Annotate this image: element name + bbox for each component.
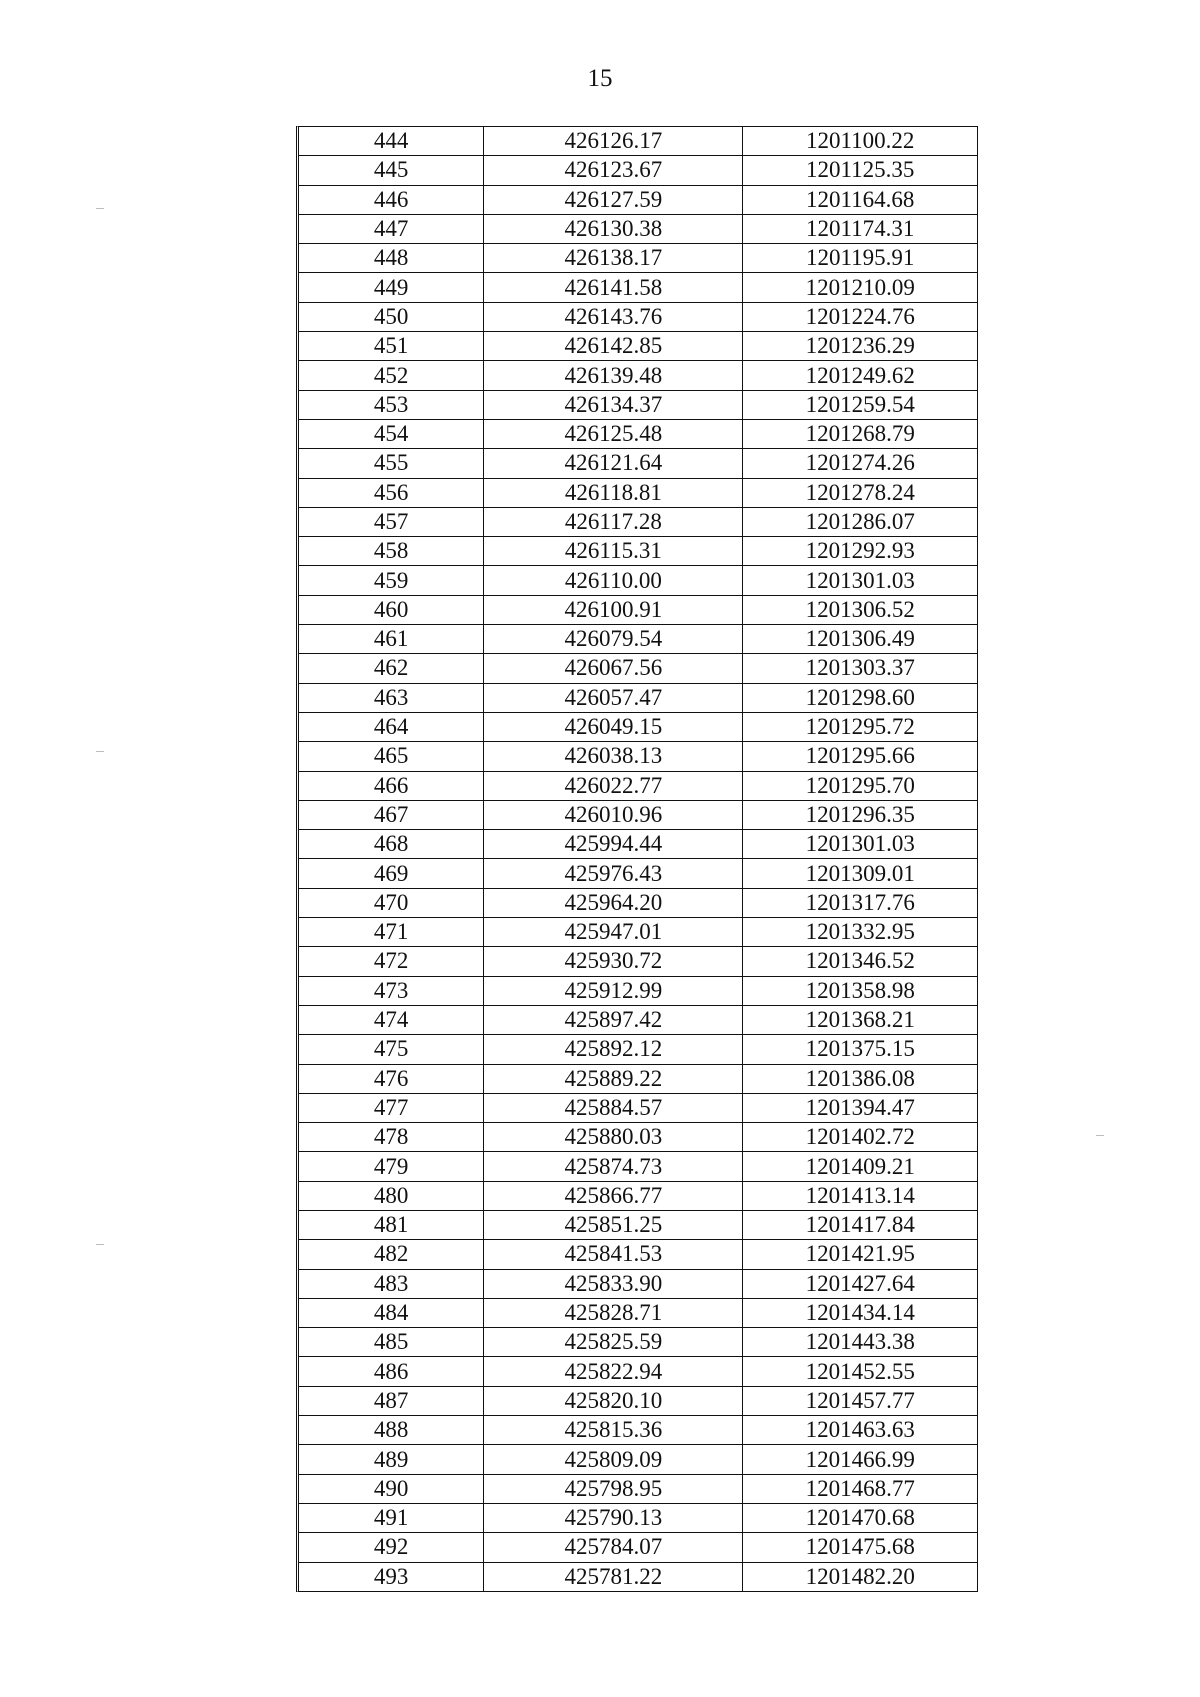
coordinate-table [296,126,978,1592]
scan-mark [96,1244,104,1245]
x-coordinate-cell: 425781.22 [484,1562,743,1591]
point-number-cell: 465 [299,742,484,771]
table-row [299,156,977,185]
y-coordinate-cell: 1201274.26 [743,449,977,478]
x-coordinate-cell: 425833.90 [484,1269,743,1298]
point-number-cell: 451 [299,332,484,361]
table-row [299,390,977,419]
x-coordinate-cell: 426057.47 [484,683,743,712]
table-row [299,1328,977,1357]
table-row [299,830,977,859]
y-coordinate-cell: 1201386.08 [743,1064,977,1093]
x-coordinate-cell: 425809.09 [484,1445,743,1474]
point-number-cell: 455 [299,449,484,478]
point-number-cell: 463 [299,683,484,712]
x-coordinate-cell: 426049.15 [484,712,743,741]
y-coordinate-cell: 1201332.95 [743,918,977,947]
y-coordinate-cell: 1201298.60 [743,683,977,712]
point-number-cell: 470 [299,888,484,917]
x-coordinate-cell: 426127.59 [484,185,743,214]
x-coordinate-cell: 426142.85 [484,332,743,361]
x-coordinate-cell: 426125.48 [484,419,743,448]
x-coordinate-cell: 425820.10 [484,1386,743,1415]
point-number-cell: 473 [299,976,484,1005]
x-coordinate-cell: 425930.72 [484,947,743,976]
coordinate-table-body [299,127,977,1591]
point-number-cell: 475 [299,1035,484,1064]
x-coordinate-cell: 426130.38 [484,214,743,243]
x-coordinate-cell: 425912.99 [484,976,743,1005]
x-coordinate-cell: 425880.03 [484,1123,743,1152]
table-row [299,449,977,478]
point-number-cell: 456 [299,478,484,507]
y-coordinate-cell: 1201427.64 [743,1269,977,1298]
y-coordinate-cell: 1201368.21 [743,1005,977,1034]
y-coordinate-cell: 1201268.79 [743,419,977,448]
table-row [299,185,977,214]
table-row [299,918,977,947]
table-row [299,654,977,683]
point-number-cell: 453 [299,390,484,419]
point-number-cell: 466 [299,771,484,800]
y-coordinate-cell: 1201402.72 [743,1123,977,1152]
x-coordinate-cell: 425964.20 [484,888,743,917]
x-coordinate-cell: 425790.13 [484,1503,743,1532]
y-coordinate-cell: 1201164.68 [743,185,977,214]
table-row [299,507,977,536]
y-coordinate-cell: 1201434.14 [743,1298,977,1327]
scan-mark [96,208,104,209]
table-row [299,566,977,595]
table-row [299,1298,977,1327]
point-number-cell: 486 [299,1357,484,1386]
point-number-cell: 449 [299,273,484,302]
point-number-cell: 468 [299,830,484,859]
y-coordinate-cell: 1201482.20 [743,1562,977,1591]
y-coordinate-cell: 1201295.72 [743,712,977,741]
point-number-cell: 478 [299,1123,484,1152]
point-number-cell: 483 [299,1269,484,1298]
table-row [299,302,977,331]
y-coordinate-cell: 1201309.01 [743,859,977,888]
x-coordinate-cell: 425947.01 [484,918,743,947]
table-row [299,537,977,566]
y-coordinate-cell: 1201317.76 [743,888,977,917]
point-number-cell: 464 [299,712,484,741]
point-number-cell: 459 [299,566,484,595]
y-coordinate-cell: 1201100.22 [743,127,977,156]
point-number-cell: 491 [299,1503,484,1532]
point-number-cell: 467 [299,800,484,829]
point-number-cell: 476 [299,1064,484,1093]
y-coordinate-cell: 1201358.98 [743,976,977,1005]
y-coordinate-cell: 1201468.77 [743,1474,977,1503]
point-number-cell: 472 [299,947,484,976]
y-coordinate-cell: 1201417.84 [743,1210,977,1239]
point-number-cell: 469 [299,859,484,888]
x-coordinate-cell: 426038.13 [484,742,743,771]
point-number-cell: 477 [299,1093,484,1122]
table-row [299,742,977,771]
table-row [299,1357,977,1386]
x-coordinate-cell: 426022.77 [484,771,743,800]
table-row [299,214,977,243]
y-coordinate-cell: 1201443.38 [743,1328,977,1357]
x-coordinate-cell: 425874.73 [484,1152,743,1181]
y-coordinate-cell: 1201346.52 [743,947,977,976]
y-coordinate-cell: 1201292.93 [743,537,977,566]
table-row [299,478,977,507]
point-number-cell: 447 [299,214,484,243]
y-coordinate-cell: 1201236.29 [743,332,977,361]
point-number-cell: 446 [299,185,484,214]
x-coordinate-cell: 426117.28 [484,507,743,536]
table-row [299,1474,977,1503]
x-coordinate-cell: 425784.07 [484,1533,743,1562]
y-coordinate-cell: 1201296.35 [743,800,977,829]
point-number-cell: 460 [299,595,484,624]
point-number-cell: 487 [299,1386,484,1415]
y-coordinate-cell: 1201278.24 [743,478,977,507]
x-coordinate-cell: 425884.57 [484,1093,743,1122]
point-number-cell: 481 [299,1210,484,1239]
table-row [299,1181,977,1210]
table-row [299,1005,977,1034]
y-coordinate-cell: 1201259.54 [743,390,977,419]
table-row [299,127,977,156]
x-coordinate-cell: 426143.76 [484,302,743,331]
table-row [299,1093,977,1122]
x-coordinate-cell: 426067.56 [484,654,743,683]
table-row [299,976,977,1005]
y-coordinate-cell: 1201375.15 [743,1035,977,1064]
point-number-cell: 457 [299,507,484,536]
table-row [299,1445,977,1474]
y-coordinate-cell: 1201409.21 [743,1152,977,1181]
y-coordinate-cell: 1201301.03 [743,830,977,859]
x-coordinate-cell: 425798.95 [484,1474,743,1503]
x-coordinate-cell: 426121.64 [484,449,743,478]
table-row [299,419,977,448]
x-coordinate-cell: 425976.43 [484,859,743,888]
table-row [299,1386,977,1415]
y-coordinate-cell: 1201457.77 [743,1386,977,1415]
y-coordinate-cell: 1201303.37 [743,654,977,683]
y-coordinate-cell: 1201306.52 [743,595,977,624]
table-row [299,1123,977,1152]
point-number-cell: 452 [299,361,484,390]
y-coordinate-cell: 1201249.62 [743,361,977,390]
point-number-cell: 485 [299,1328,484,1357]
point-number-cell: 444 [373,128,409,154]
x-coordinate-cell: 426134.37 [484,390,743,419]
x-coordinate-cell: 425841.53 [484,1240,743,1269]
table-row [299,1533,977,1562]
point-number-cell: 490 [299,1474,484,1503]
x-coordinate-cell: 425892.12 [484,1035,743,1064]
point-number-cell: 461 [299,625,484,654]
point-number-cell: 492 [299,1533,484,1562]
y-coordinate-cell: 1201463.63 [743,1416,977,1445]
point-number-cell: 454 [299,419,484,448]
x-coordinate-cell: 426123.67 [484,156,743,185]
y-coordinate-cell: 1201210.09 [743,273,977,302]
page-number: 15 [587,65,613,92]
x-coordinate-cell: 426126.17 [484,127,743,156]
point-number-cell: 482 [299,1240,484,1269]
point-number-cell: 458 [299,537,484,566]
point-number-cell: 448 [299,244,484,273]
x-coordinate-cell: 425815.36 [484,1416,743,1445]
x-coordinate-cell: 425866.77 [484,1181,743,1210]
point-number-cell: 484 [299,1298,484,1327]
scan-mark [96,751,104,752]
table-row [299,859,977,888]
scan-mark [1096,1135,1104,1136]
table-row [299,1269,977,1298]
point-number-cell: 474 [299,1005,484,1034]
table-row [299,332,977,361]
y-coordinate-cell: 1201295.66 [743,742,977,771]
table-row [299,244,977,273]
table-row [299,1240,977,1269]
y-coordinate-cell: 1201295.70 [743,771,977,800]
y-coordinate-cell: 1201475.68 [743,1533,977,1562]
table-row [299,1035,977,1064]
y-coordinate-cell: 1201195.91 [743,244,977,273]
table-row [299,1503,977,1532]
y-coordinate-cell: 1201470.68 [743,1503,977,1532]
y-coordinate-cell: 1201286.07 [743,507,977,536]
y-coordinate-cell: 1201125.35 [743,156,977,185]
y-coordinate-cell: 1201452.55 [743,1357,977,1386]
table-row [299,712,977,741]
table-row [299,595,977,624]
point-number-cell: 489 [299,1445,484,1474]
y-coordinate-cell: 1201394.47 [743,1093,977,1122]
table-row [299,1416,977,1445]
point-number-cell: 450 [299,302,484,331]
x-coordinate-cell: 426010.96 [484,800,743,829]
table-row [299,625,977,654]
point-number-cell: 462 [299,654,484,683]
table-row [299,1064,977,1093]
y-coordinate-cell: 1201174.31 [743,214,977,243]
table-row [299,888,977,917]
x-coordinate-cell: 425825.59 [484,1328,743,1357]
table-row [299,1210,977,1239]
table-row [299,361,977,390]
table-row [299,800,977,829]
point-number-cell: 480 [299,1181,484,1210]
x-coordinate-cell: 426139.48 [484,361,743,390]
x-coordinate-cell: 426100.91 [484,595,743,624]
x-coordinate-cell: 425828.71 [484,1298,743,1327]
point-number-cell: 479 [299,1152,484,1181]
x-coordinate-cell: 425851.25 [484,1210,743,1239]
x-coordinate-cell: 426118.81 [484,478,743,507]
x-coordinate-cell: 425897.42 [484,1005,743,1034]
y-coordinate-cell: 1201421.95 [743,1240,977,1269]
table-row [299,771,977,800]
table-row [299,1152,977,1181]
x-coordinate-cell: 425889.22 [484,1064,743,1093]
table-row [299,1562,977,1591]
point-number-cell: 471 [299,918,484,947]
x-coordinate-cell: 426138.17 [484,244,743,273]
x-coordinate-cell: 426115.31 [484,537,743,566]
point-number-cell: 488 [299,1416,484,1445]
y-coordinate-cell: 1201224.76 [743,302,977,331]
y-coordinate-cell: 1201413.14 [743,1181,977,1210]
x-coordinate-cell: 425994.44 [484,830,743,859]
y-coordinate-cell: 1201301.03 [743,566,977,595]
x-coordinate-cell: 426079.54 [484,625,743,654]
x-coordinate-cell: 425822.94 [484,1357,743,1386]
table-row [299,273,977,302]
point-number-cell: 493 [299,1562,484,1591]
x-coordinate-cell: 426141.58 [484,273,743,302]
y-coordinate-cell: 1201466.99 [743,1445,977,1474]
point-number-cell: 445 [299,156,484,185]
table-row [299,947,977,976]
table-row [299,683,977,712]
x-coordinate-cell: 426110.00 [484,566,743,595]
y-coordinate-cell: 1201306.49 [743,625,977,654]
